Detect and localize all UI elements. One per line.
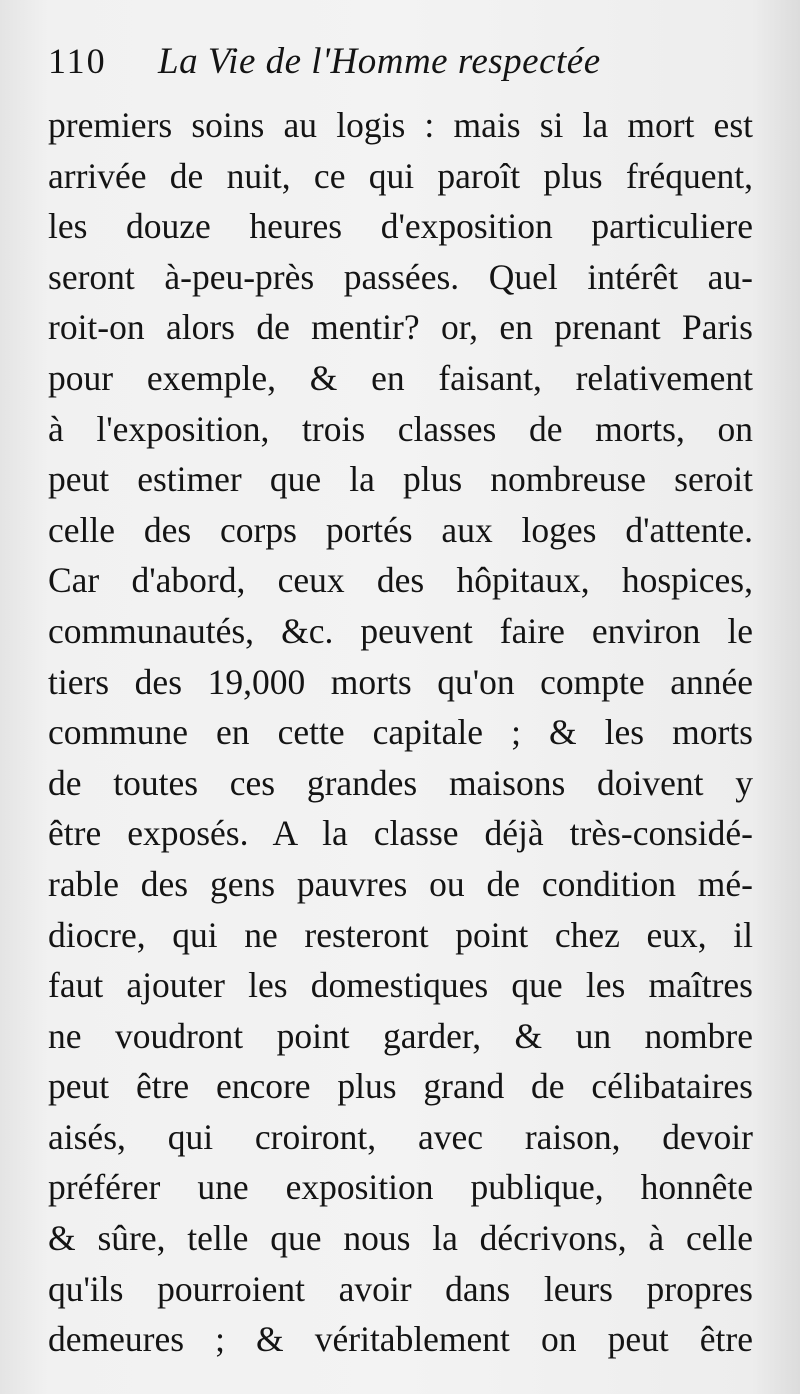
text-line: & sûre, telle que nous la décrivons, à celle — [48, 1218, 753, 1259]
text-line: rable des gens pauvres ou de condition mé- — [48, 863, 753, 904]
text-line: pour exemple, & en faisant, relativement — [48, 357, 753, 398]
text-line: qu'ils pourroient avoir dans leurs propres — [48, 1268, 753, 1309]
running-title: La Vie de l'Homme respectée — [158, 41, 601, 82]
text-line: préférer une exposition publique, honnête — [48, 1167, 753, 1208]
text-line: de toutes ces grandes maisons doivent y — [48, 762, 753, 803]
text-line: arrivée de nuit, ce qui paroît plus fréquent, — [48, 155, 753, 196]
text-line: diocre, qui ne resteront point chez eux, il — [48, 914, 753, 955]
text-line: premiers soins au logis : mais si la mort est — [48, 105, 753, 145]
page-number: 110 — [48, 41, 107, 81]
text-line: tiers des 19,000 morts qu'on compte année — [48, 661, 753, 702]
text-line: seront à-peu-près passées. Quel intérêt au- — [48, 256, 753, 297]
text-line: aisés, qui croiront, avec raison, devoir — [48, 1116, 753, 1157]
text-line: celle des corps portés aux loges d'attente. — [48, 509, 753, 550]
text-line: Car d'abord, ceux des hôpitaux, hospices, — [48, 560, 753, 601]
text-line: commune en cette capitale ; & les morts — [48, 712, 753, 753]
text-line: demeures ; & véritablement on peut être — [48, 1319, 753, 1360]
running-head — [48, 40, 768, 96]
text-line: faut ajouter les domestiques que les maîtres — [48, 965, 753, 1006]
text-line: communautés, &c. peuvent faire environ le — [48, 610, 753, 651]
text-line: peut être encore plus grand de célibataires — [48, 1066, 753, 1107]
text-line: roit-on alors de mentir? or, en prenant Paris — [48, 307, 753, 348]
text-line: être exposés. A la classe déjà très-considé- — [48, 813, 753, 854]
text-line: les douze heures d'exposition particuliere — [48, 206, 753, 247]
text-line: à l'exposition, trois classes de morts, on — [48, 408, 753, 449]
text-line: ne voudront point garder, & un nombre — [48, 1015, 753, 1056]
body-text — [48, 100, 753, 1365]
text-line: peut estimer que la plus nombreuse seroit — [48, 459, 753, 500]
